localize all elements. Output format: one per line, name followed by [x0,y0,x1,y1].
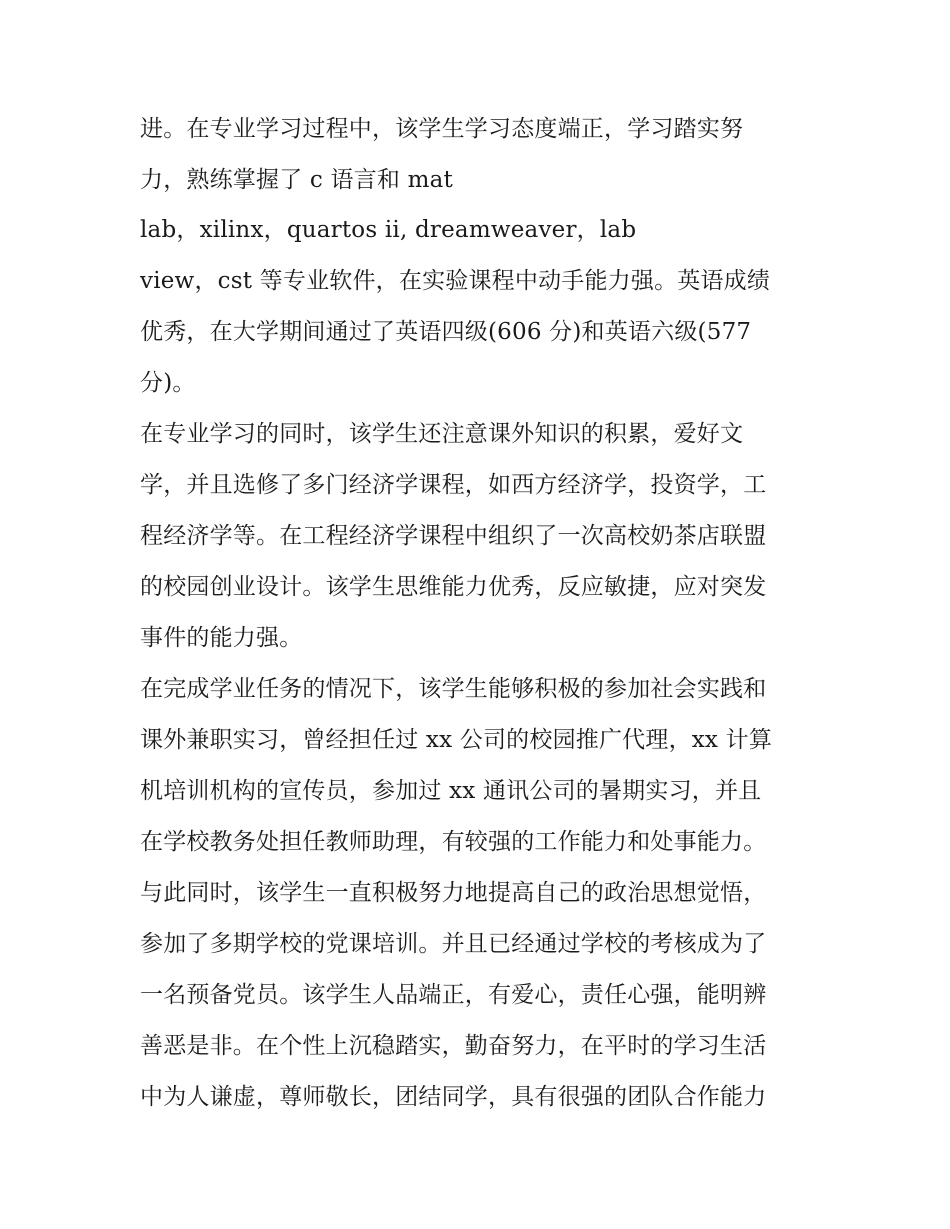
text-line: 参加了多期学校的党课培训。并且已经通过学校的考核成为了 [140,931,767,957]
text-line: 程经济学等。在工程经济学课程中组织了一次高校奶茶店联盟 [140,523,767,549]
text-line: 中为人谦虚，尊师敬长，团结同学，具有很强的团队合作能力 [140,1084,767,1110]
text-line: 事件的能力强。 [140,625,303,651]
text-line: 力，熟练掌握了 c 语言和 mat [140,167,453,193]
text-line: 的校园创业设计。该学生思维能力优秀，反应敏捷，应对突发 [140,574,767,600]
text-line: 一名预备党员。该学生人品端正，有爱心，责任心强，能明辨 [140,982,767,1008]
text-line: 在专业学习的同时，该学生还注意课外知识的积累，爱好文 [140,421,744,447]
text-line: 在学校教务处担任教师助理，有较强的工作能力和处事能力。 [140,829,767,855]
text-line: view，cst 等专业软件，在实验课程中动手能力强。英语成绩 [140,268,771,294]
text-line: lab，xilinx，quartos ii, dreamweaver，lab [140,217,637,243]
text-line: 优秀，在大学期间通过了英语四级(606 分)和英语六级(577 [140,319,752,345]
text-line: 进。在专业学习过程中，该学生学习态度端正，学习踏实努 [140,116,744,142]
text-line: 分)。 [140,370,196,396]
text-line: 学，并且选修了多门经济学课程，如西方经济学，投资学，工 [140,472,767,498]
text-line: 机培训机构的宣传员，参加过 xx 通讯公司的暑期实习，并且 [140,778,762,804]
text-line: 课外兼职实习，曾经担任过 xx 公司的校园推广代理，xx 计算 [140,727,773,753]
text-line: 善恶是非。在个性上沉稳踏实，勤奋努力，在平时的学习生活 [140,1033,767,1059]
text-line: 与此同时，该学生一直积极努力地提高自己的政治思想觉悟， [140,880,767,906]
text-line: 在完成学业任务的情况下，该学生能够积极的参加社会实践和 [140,676,767,702]
